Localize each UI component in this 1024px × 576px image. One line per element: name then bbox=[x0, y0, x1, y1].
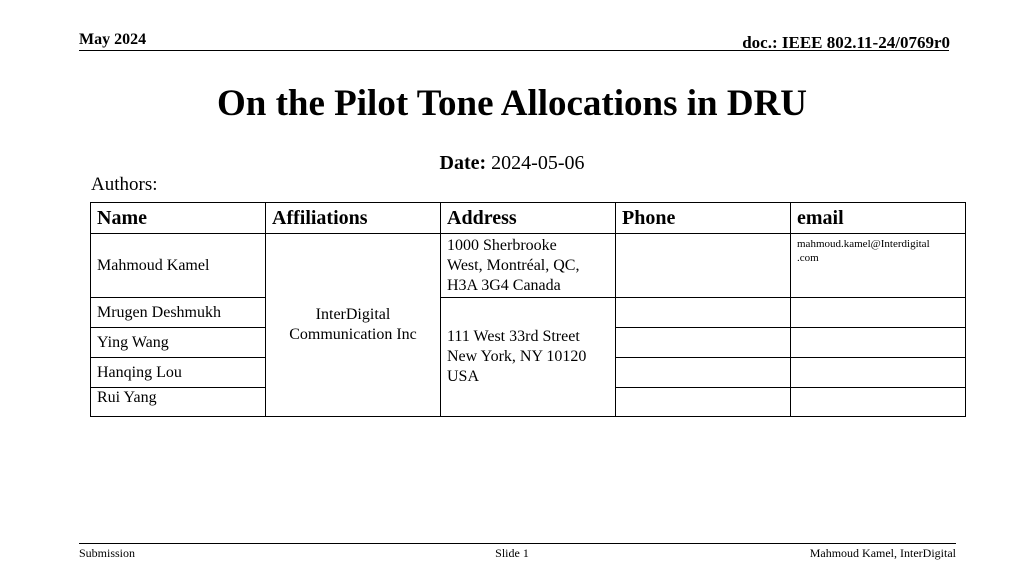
email-cell bbox=[791, 358, 966, 388]
email-cell bbox=[791, 298, 966, 328]
header-email: email bbox=[791, 203, 966, 234]
affiliation-line: InterDigital bbox=[315, 306, 391, 323]
email-line: .com bbox=[797, 252, 819, 264]
header-address: Address bbox=[441, 203, 616, 234]
author-name: Mahmoud Kamel bbox=[91, 234, 266, 298]
email-line: mahmoud.kamel@Interdigital bbox=[797, 238, 930, 250]
table-row bbox=[91, 298, 966, 328]
table-header-row bbox=[91, 203, 966, 234]
phone-cell bbox=[616, 358, 791, 388]
author-name: Mrugen Deshmukh bbox=[91, 298, 266, 328]
author-name: Hanqing Lou bbox=[91, 358, 266, 388]
header-rule bbox=[79, 50, 949, 51]
address-line: USA bbox=[447, 368, 480, 385]
header-name: Name bbox=[91, 203, 266, 234]
address-line: 111 West 33rd Street bbox=[447, 328, 580, 345]
date-label: Date: bbox=[439, 152, 487, 174]
address-line: West, Montréal, QC, bbox=[447, 256, 580, 274]
email-cell bbox=[791, 328, 966, 358]
table-row bbox=[91, 234, 966, 298]
footer-author: Mahmoud Kamel, InterDigital bbox=[809, 546, 956, 560]
phone-cell bbox=[616, 388, 791, 417]
author-name: Rui Yang bbox=[91, 388, 266, 417]
authors-label: Authors: bbox=[91, 174, 158, 195]
phone-cell bbox=[616, 298, 791, 328]
header-doc-id: doc.: IEEE 802.11-24/0769r0 bbox=[742, 33, 950, 52]
address-line: H3A 3G4 Canada bbox=[447, 276, 561, 294]
phone-cell bbox=[616, 328, 791, 358]
date-line bbox=[0, 152, 1024, 175]
address-line: 1000 Sherbrooke bbox=[447, 236, 557, 254]
slide-title: On the Pilot Tone Allocations in DRU bbox=[216, 83, 808, 124]
email-cell bbox=[791, 234, 966, 298]
address-cell bbox=[441, 234, 616, 298]
header-phone: Phone bbox=[616, 203, 791, 234]
email-cell bbox=[791, 388, 966, 417]
date-value: 2024-05-06 bbox=[486, 152, 585, 174]
header-date: May 2024 bbox=[79, 31, 147, 48]
header-affiliations: Affiliations bbox=[266, 203, 441, 234]
authors-table bbox=[90, 202, 966, 417]
footer-slide-number: Slide 1 bbox=[495, 546, 529, 560]
footer-rule bbox=[79, 543, 956, 544]
address-line: New York, NY 10120 bbox=[447, 348, 587, 365]
phone-cell bbox=[616, 234, 791, 298]
author-name: Ying Wang bbox=[91, 328, 266, 358]
address-cell bbox=[441, 298, 616, 417]
affiliation-cell bbox=[266, 234, 441, 417]
affiliation-line: Communication Inc bbox=[289, 326, 417, 343]
footer-submission: Submission bbox=[79, 546, 136, 560]
